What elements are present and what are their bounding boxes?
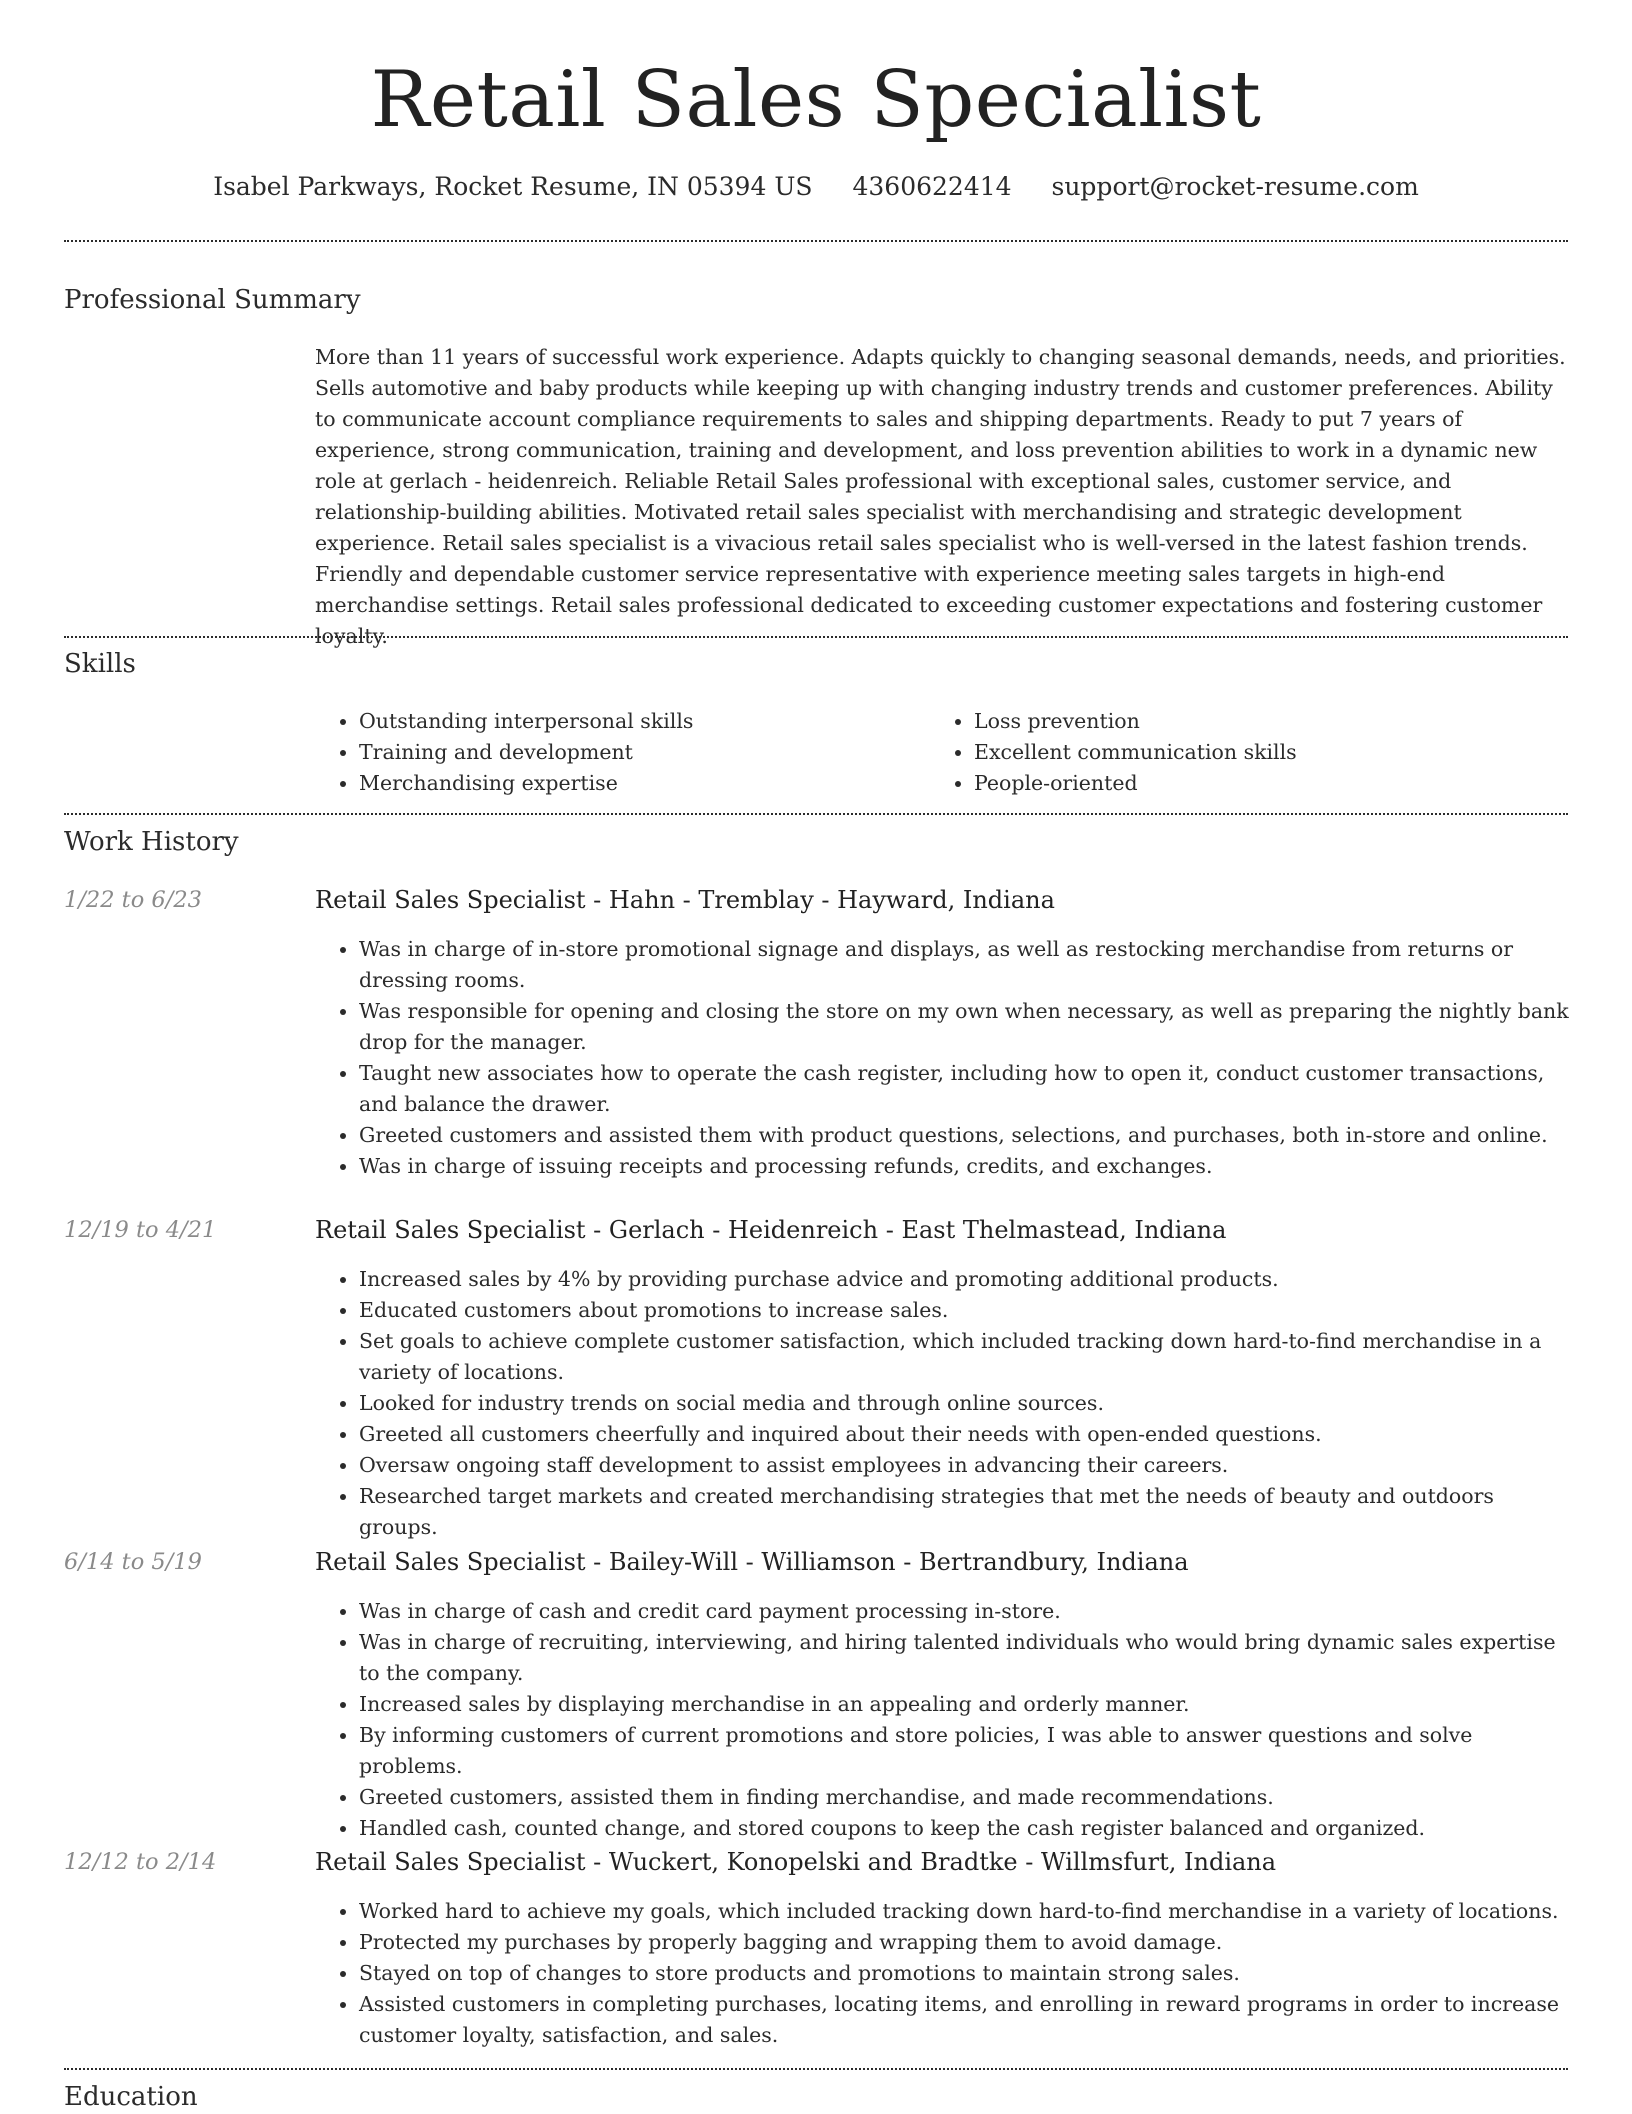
education-heading: Education	[64, 2082, 198, 2112]
resume-title: Retail Sales Specialist	[370, 55, 1262, 145]
job-duty: • Set goals to achieve complete customer satisfaction, which included tracking down hard-to-find merchandise in a variety of locations.	[359, 1326, 1573, 1388]
contact-line	[0, 170, 1632, 204]
skill-item: • Training and development	[359, 737, 915, 768]
contact-phone: 4360622414	[852, 172, 1012, 201]
job-duty: • Looked for industry trends on social media and through online sources.	[359, 1388, 1573, 1419]
skills-heading: Skills	[64, 649, 136, 679]
skill-item: • People-oriented	[974, 768, 1530, 799]
job-duty: • Increased sales by displaying merchandise in an appealing and orderly manner.	[359, 1689, 1573, 1720]
job-duty: • Was responsible for opening and closing the store on my own when necessary, as well as preparing the nightly bank drop for the manager.	[359, 996, 1573, 1058]
skills-left-column	[315, 706, 915, 799]
section-divider	[64, 240, 1568, 242]
job-title: Retail Sales Specialist - Bailey-Will - Williamson - Bertrandbury, Indiana	[315, 1548, 1189, 1576]
contact-address: Isabel Parkways, Rocket Resume, IN 05394 US	[213, 172, 813, 201]
job-duty: • Was in charge of issuing receipts and processing refunds, credits, and exchanges.	[359, 1151, 1573, 1182]
job-duty: • Increased sales by 4% by providing purchase advice and promoting additional products.	[359, 1264, 1573, 1295]
job-duty: • Was in charge of in-store promotional signage and displays, as well as restocking merchandise from returns or dressing rooms.	[359, 934, 1573, 996]
job-dates: 12/19 to 4/21	[64, 1217, 217, 1243]
skill-item: • Outstanding interpersonal skills	[359, 706, 915, 737]
job-duty: • Educated customers about promotions to increase sales.	[359, 1295, 1573, 1326]
job-duty: • Was in charge of recruiting, interviewing, and hiring talented individuals who would bring dynamic sales expertise to the company.	[359, 1627, 1573, 1689]
work-history-heading: Work History	[64, 827, 239, 857]
job-duties	[315, 1896, 1573, 2051]
job-duty: • Stayed on top of changes to store products and promotions to maintain strong sales.	[359, 1958, 1573, 1989]
job-duty: • Greeted customers, assisted them in finding merchandise, and made recommendations.	[359, 1782, 1573, 1813]
job-duty: • By informing customers of current promotions and store policies, I was able to answer questions and solve problems.	[359, 1720, 1573, 1782]
job-title: Retail Sales Specialist - Wuckert, Konopelski and Bradtke - Willmsfurt, Indiana	[315, 1848, 1277, 1876]
section-divider	[64, 813, 1568, 815]
section-divider	[64, 2068, 1568, 2070]
job-dates: 1/22 to 6/23	[64, 887, 202, 913]
job-duties	[315, 1596, 1573, 1844]
job-dates: 6/14 to 5/19	[64, 1549, 202, 1575]
job-title: Retail Sales Specialist - Hahn - Tremblay - Hayward, Indiana	[315, 886, 1055, 914]
skills-right-column	[930, 706, 1530, 799]
job-duty: • Researched target markets and created merchandising strategies that met the needs of beauty and outdoors groups.	[359, 1481, 1573, 1543]
summary-text: More than 11 years of successful work experience. Adapts quickly to changing seasonal demands, needs, and priorities. Sells automotive and baby products while keeping up with changing industry trends and customer preferences. Ability to communicate account compliance requirements to sales and shipping departments. Ready to put 7 years of experience, strong communication, training and development, and loss prevention abilities to work in a dynamic new role at gerlach - heidenreich. Reliable Retail Sales professional with exceptional sales, customer service, and relationship-building abilities. Motivated retail sales specialist with merchandising and strategic development experience. Retail sales specialist is a vivacious retail sales specialist who is well-versed in the latest fashion trends. Friendly and dependable customer service representative with experience meeting sales targets in high-end merchandise settings. Retail sales professional dedicated to exceeding customer expectations and fostering customer loyalty.	[315, 345, 1566, 648]
job-duty: • Oversaw ongoing staff development to assist employees in advancing their careers.	[359, 1450, 1573, 1481]
skill-item: • Excellent communication skills	[974, 737, 1530, 768]
job-duty: • Greeted all customers cheerfully and inquired about their needs with open-ended questions.	[359, 1419, 1573, 1450]
job-duty: • Greeted customers and assisted them with product questions, selections, and purchases, both in-store and online.	[359, 1120, 1573, 1151]
job-duty: • Taught new associates how to operate the cash register, including how to open it, conduct customer transactions, and balance the drawer.	[359, 1058, 1573, 1120]
contact-email: support@rocket-resume.com	[1051, 172, 1419, 201]
job-duties	[315, 1264, 1573, 1543]
job-duty: • Assisted customers in completing purchases, locating items, and enrolling in reward programs in order to increase customer loyalty, satisfaction, and sales.	[359, 1989, 1573, 2051]
job-dates: 12/12 to 2/14	[64, 1849, 217, 1875]
job-duty: • Worked hard to achieve my goals, which included tracking down hard-to-find merchandise in a variety of locations.	[359, 1896, 1573, 1927]
job-duty: • Protected my purchases by properly bagging and wrapping them to avoid damage.	[359, 1927, 1573, 1958]
job-title: Retail Sales Specialist - Gerlach - Heidenreich - East Thelmastead, Indiana	[315, 1216, 1227, 1244]
section-divider	[64, 636, 1568, 638]
skill-item: • Merchandising expertise	[359, 768, 915, 799]
job-duty: • Handled cash, counted change, and stored coupons to keep the cash register balanced and organized.	[359, 1813, 1573, 1844]
job-duty: • Was in charge of cash and credit card payment processing in-store.	[359, 1596, 1573, 1627]
summary-heading: Professional Summary	[64, 285, 361, 315]
skill-item: • Loss prevention	[974, 706, 1530, 737]
job-duties	[315, 934, 1573, 1182]
